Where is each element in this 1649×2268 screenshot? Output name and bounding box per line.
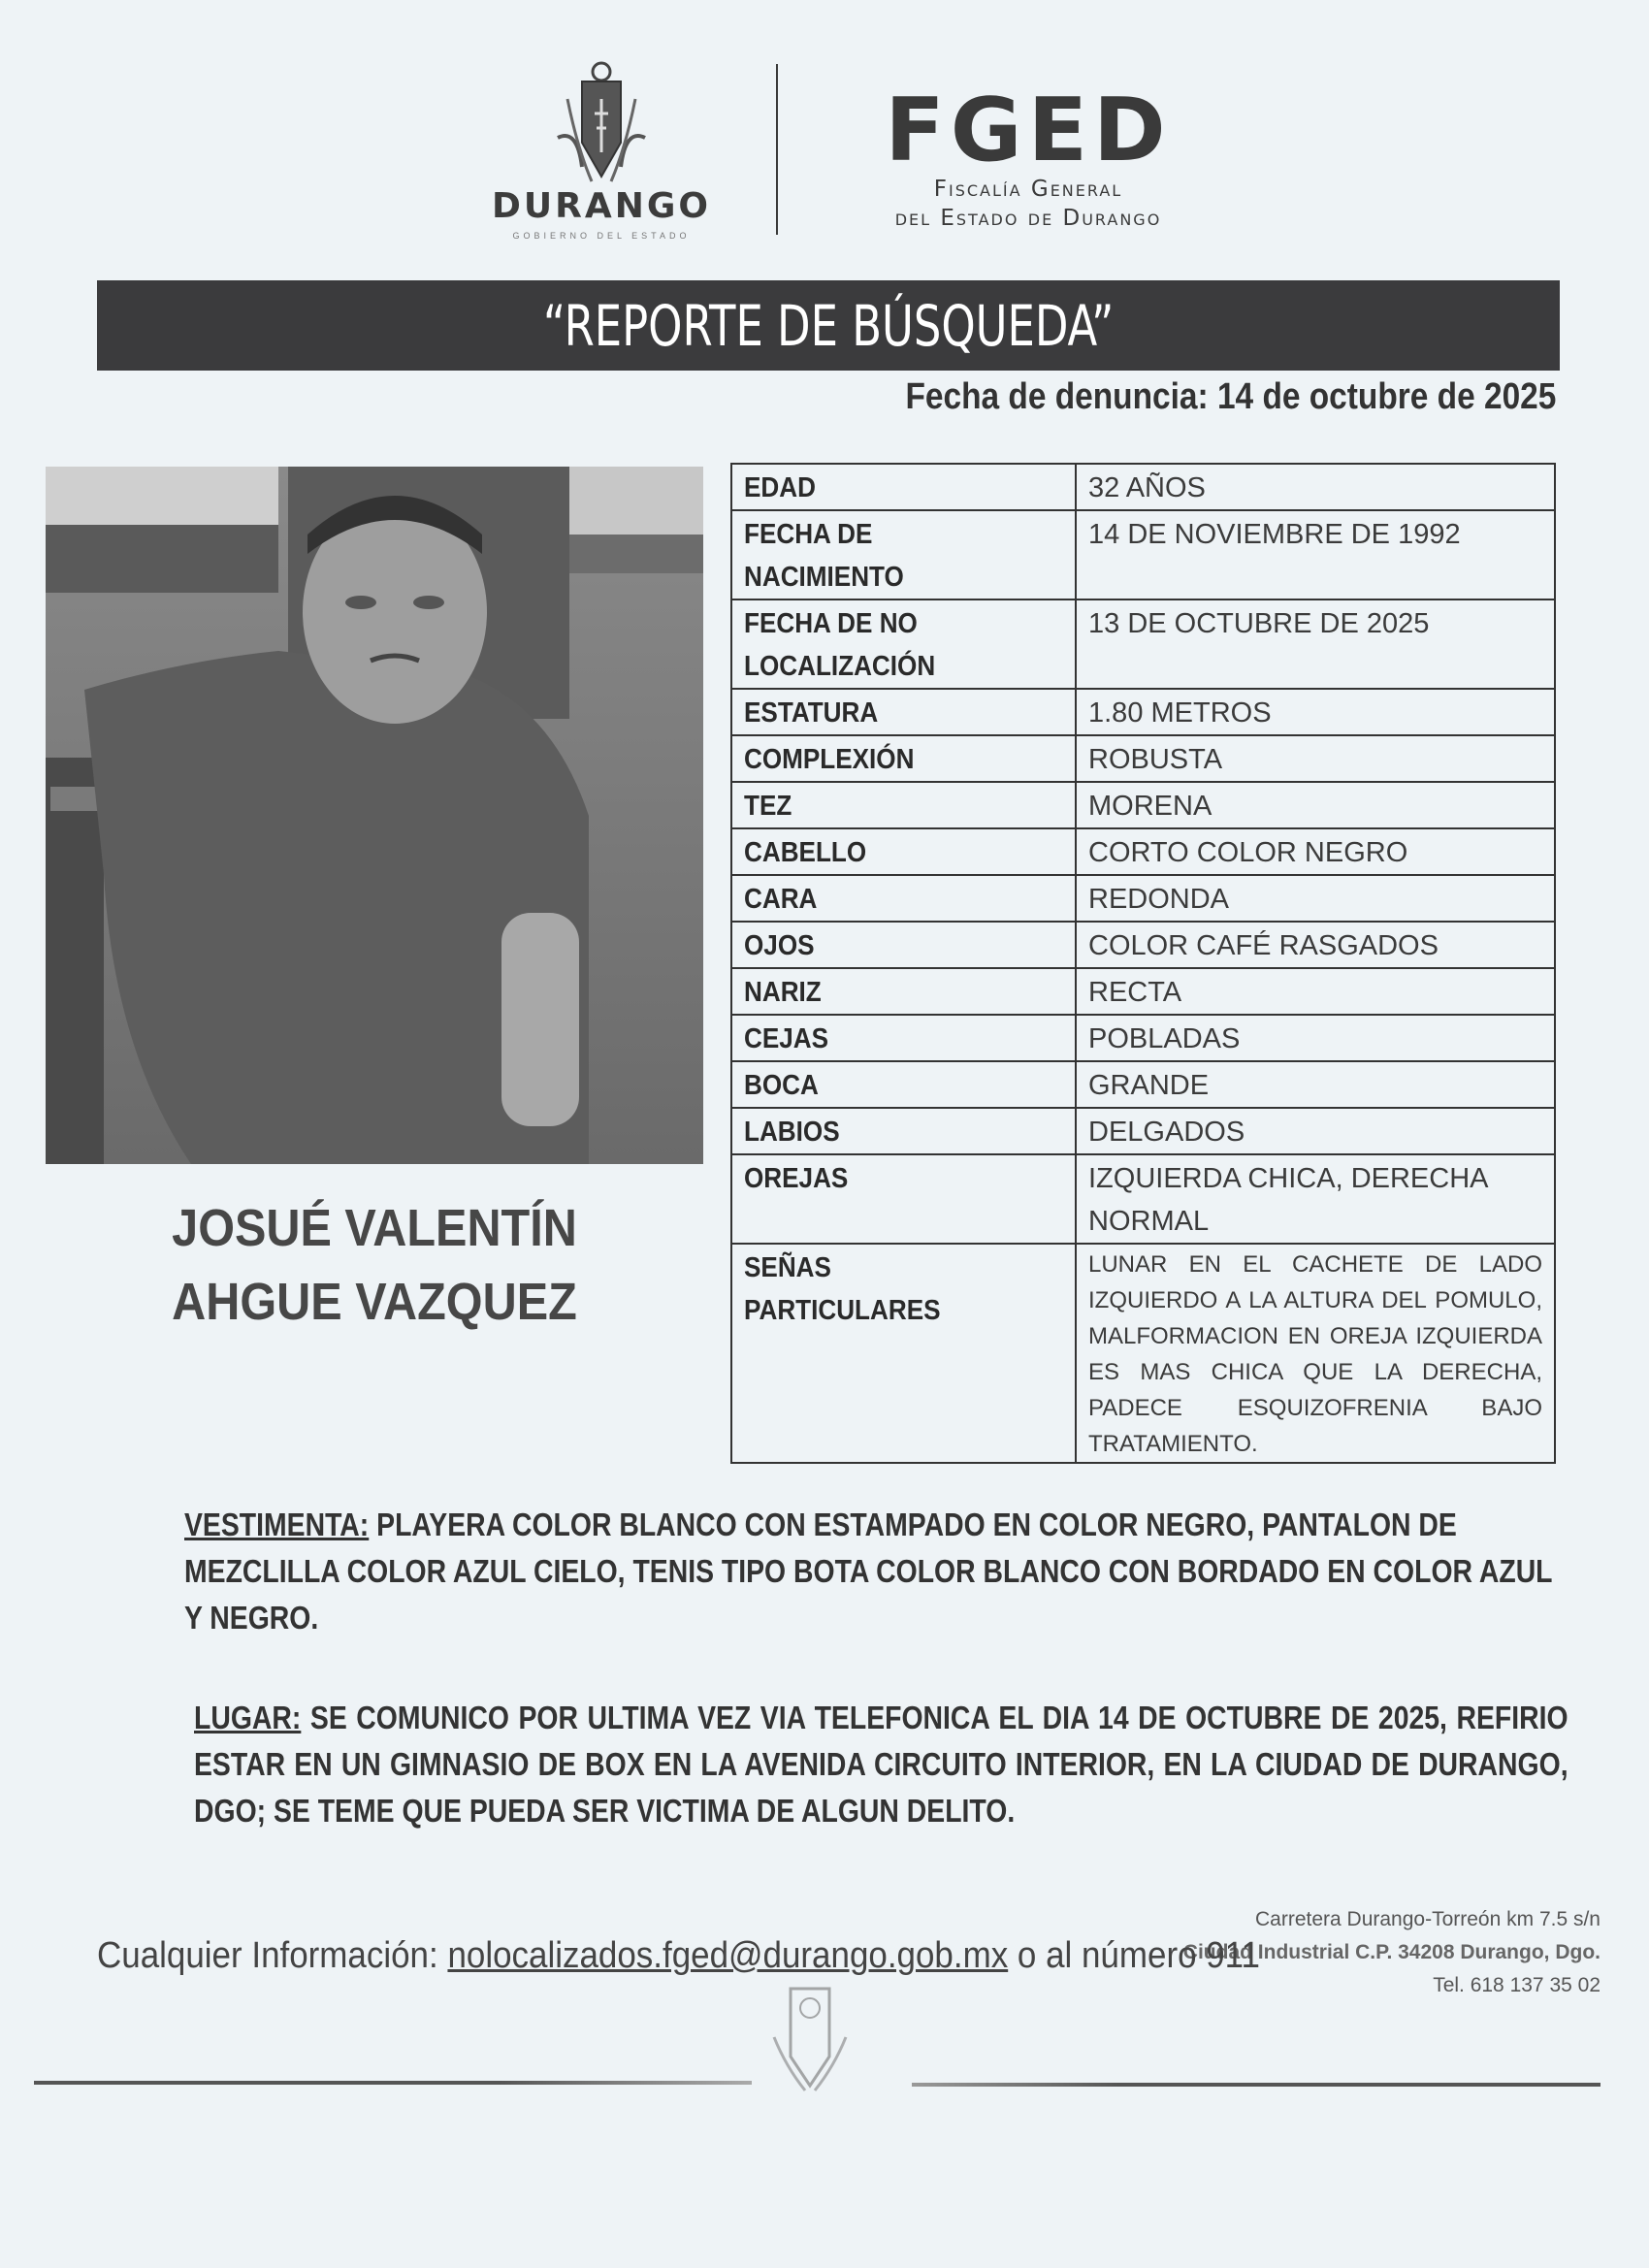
detail-value-text: 1.80 METROS — [1088, 697, 1272, 729]
detail-label-text: BOCA — [744, 1070, 819, 1101]
durango-state-logo — [446, 60, 757, 241]
detail-value — [1076, 1244, 1555, 1463]
person-photo-image — [46, 467, 703, 1164]
report-date: Fecha de denuncia: 14 de octubre de 2025 — [905, 376, 1556, 417]
table-row — [731, 968, 1555, 1015]
detail-label — [731, 828, 1076, 875]
location-section — [194, 1695, 1571, 1834]
clothing-label: VESTIMENTA: — [184, 1507, 370, 1542]
detail-value-text: 14 DE NOVIEMBRE DE 1992 — [1088, 519, 1461, 550]
contact-line — [97, 1935, 1260, 1977]
detail-value — [1076, 464, 1555, 510]
detail-value — [1076, 1154, 1555, 1244]
detail-label — [731, 922, 1076, 968]
footer-divider-right — [912, 2083, 1600, 2087]
detail-value-text: GRANDE — [1088, 1070, 1210, 1101]
table-row — [731, 510, 1555, 599]
detail-label — [731, 1154, 1076, 1244]
contact-suffix: o al número 911 — [1017, 1935, 1260, 1976]
page-title: “REPORTE DE BÚSQUEDA” — [542, 292, 1115, 359]
detail-value — [1076, 875, 1555, 922]
table-row — [731, 1061, 1555, 1108]
detail-value — [1076, 1061, 1555, 1108]
detail-value-text: 32 AÑOS — [1088, 472, 1206, 503]
detail-label — [731, 1108, 1076, 1154]
fged-acronym: FGED — [885, 80, 1172, 181]
agency-name-line1: Fiscalía General — [933, 177, 1123, 202]
person-name-line2: AHGUE VAZQUEZ — [172, 1273, 577, 1331]
agency-name-line2: del Estado de Durango — [894, 206, 1162, 231]
detail-value-text: MORENA — [1088, 791, 1212, 822]
detail-value — [1076, 689, 1555, 735]
fged-logo — [834, 80, 1222, 233]
detail-value-text: LUNAR EN EL CACHETE DE LADO IZQUIERDO A LA ALTURA DEL POMULO, MALFORMACION EN OREJA IZQUIERDA ES MAS CHICA QUE LA DERECHA, PADECE ESQUIZOFRENIA BAJO TRATAMIENTO. — [1088, 1251, 1542, 1457]
detail-label — [731, 510, 1076, 599]
detail-label-text: OREJAS — [744, 1163, 849, 1194]
detail-value — [1076, 510, 1555, 599]
title-banner — [97, 280, 1560, 371]
detail-value — [1076, 1015, 1555, 1061]
detail-value-text: ROBUSTA — [1088, 744, 1223, 775]
detail-value-text: IZQUIERDA CHICA, DERECHA NORMAL — [1088, 1163, 1487, 1237]
contact-label: Cualquier Información: — [97, 1935, 438, 1976]
table-row — [731, 735, 1555, 782]
detail-label — [731, 968, 1076, 1015]
table-row — [731, 1154, 1555, 1244]
table-row — [731, 922, 1555, 968]
detail-label — [731, 875, 1076, 922]
coat-of-arms-icon — [538, 60, 664, 186]
detail-label — [731, 1061, 1076, 1108]
detail-value — [1076, 782, 1555, 828]
person-name — [79, 1191, 670, 1339]
address-phone: Tel. 618 137 35 02 — [1433, 1974, 1600, 1996]
detail-value-text: 13 DE OCTUBRE DE 2025 — [1088, 608, 1430, 639]
detail-label-text: EDAD — [744, 472, 816, 503]
detail-label — [731, 599, 1076, 689]
detail-label — [731, 689, 1076, 735]
missing-person-photo — [46, 467, 703, 1164]
detail-value — [1076, 735, 1555, 782]
detail-value-text: COLOR CAFÉ RASGADOS — [1088, 930, 1439, 961]
detail-label — [731, 1244, 1076, 1463]
detail-label-text: SEÑAS PARTICULARES — [744, 1252, 941, 1326]
detail-value — [1076, 1108, 1555, 1154]
detail-label-text: NARIZ — [744, 977, 822, 1008]
person-name-line1: JOSUÉ VALENTÍN — [172, 1199, 577, 1257]
detail-label-text: FECHA DE NO LOCALIZACIÓN — [744, 608, 936, 682]
table-row — [731, 828, 1555, 875]
clothing-text: PLAYERA COLOR BLANCO CON ESTAMPADO EN COLOR NEGRO, PANTALON DE MEZCLILLA COLOR AZUL CIELO, TENIS TIPO BOTA COLOR BLANCO CON BORDADO EN COLOR AZUL Y NEGRO. — [184, 1507, 1553, 1636]
detail-label-text: LABIOS — [744, 1117, 840, 1148]
durango-subtitle: GOBIERNO DEL ESTADO — [512, 231, 691, 241]
address-line1: Carretera Durango-Torreón km 7.5 s/n — [1255, 1908, 1600, 1930]
detail-value-text: REDONDA — [1088, 884, 1230, 915]
footer-emblem-icon — [766, 1979, 854, 2095]
table-row — [731, 1108, 1555, 1154]
detail-value-text: RECTA — [1088, 977, 1182, 1008]
clothing-section — [184, 1502, 1562, 1641]
footer-divider-left — [34, 2081, 752, 2085]
table-row — [731, 1015, 1555, 1061]
table-row — [731, 689, 1555, 735]
table-row — [731, 599, 1555, 689]
header-divider — [776, 64, 778, 235]
detail-label-text: OJOS — [744, 930, 815, 961]
detail-label-text: ESTATURA — [744, 697, 879, 729]
detail-value-text: POBLADAS — [1088, 1023, 1241, 1054]
detail-label-text: CABELLO — [744, 837, 867, 868]
durango-wordmark: DURANGO — [492, 186, 711, 226]
detail-label — [731, 1015, 1076, 1061]
detail-value — [1076, 828, 1555, 875]
detail-value — [1076, 922, 1555, 968]
detail-label — [731, 782, 1076, 828]
detail-value — [1076, 968, 1555, 1015]
detail-label — [731, 735, 1076, 782]
location-text: SE COMUNICO POR ULTIMA VEZ VIA TELEFONICA EL DIA 14 DE OCTUBRE DE 2025, REFIRIO ESTAR EN UN GIMNASIO DE BOX EN LA AVENIDA CIRCUITO INTERIOR, EN LA CIUDAD DE DURANGO, DGO; SE TEME QUE PUEDA SER VICTIMA DE ALGUN DELITO. — [194, 1700, 1568, 1829]
table-row — [731, 464, 1555, 510]
detail-label-text: CEJAS — [744, 1023, 829, 1054]
contact-email-link[interactable]: nolocalizados.fged@durango.gob.mx — [447, 1935, 1009, 1976]
detail-label-text: COMPLEXIÓN — [744, 744, 915, 775]
detail-label-text: TEZ — [744, 791, 792, 822]
detail-label — [731, 464, 1076, 510]
detail-value — [1076, 599, 1555, 689]
location-label: LUGAR: — [194, 1700, 302, 1735]
table-row — [731, 1244, 1555, 1463]
detail-label-text: CARA — [744, 884, 818, 915]
table-row — [731, 782, 1555, 828]
table-row — [731, 875, 1555, 922]
detail-value-text: CORTO COLOR NEGRO — [1088, 837, 1408, 868]
detail-value-text: DELGADOS — [1088, 1117, 1245, 1148]
physical-description-table — [730, 463, 1556, 1464]
detail-label-text: FECHA DE NACIMIENTO — [744, 519, 904, 593]
address-line2: Ciudad Industrial C.P. 34208 Durango, Dgo. — [1182, 1941, 1600, 1963]
